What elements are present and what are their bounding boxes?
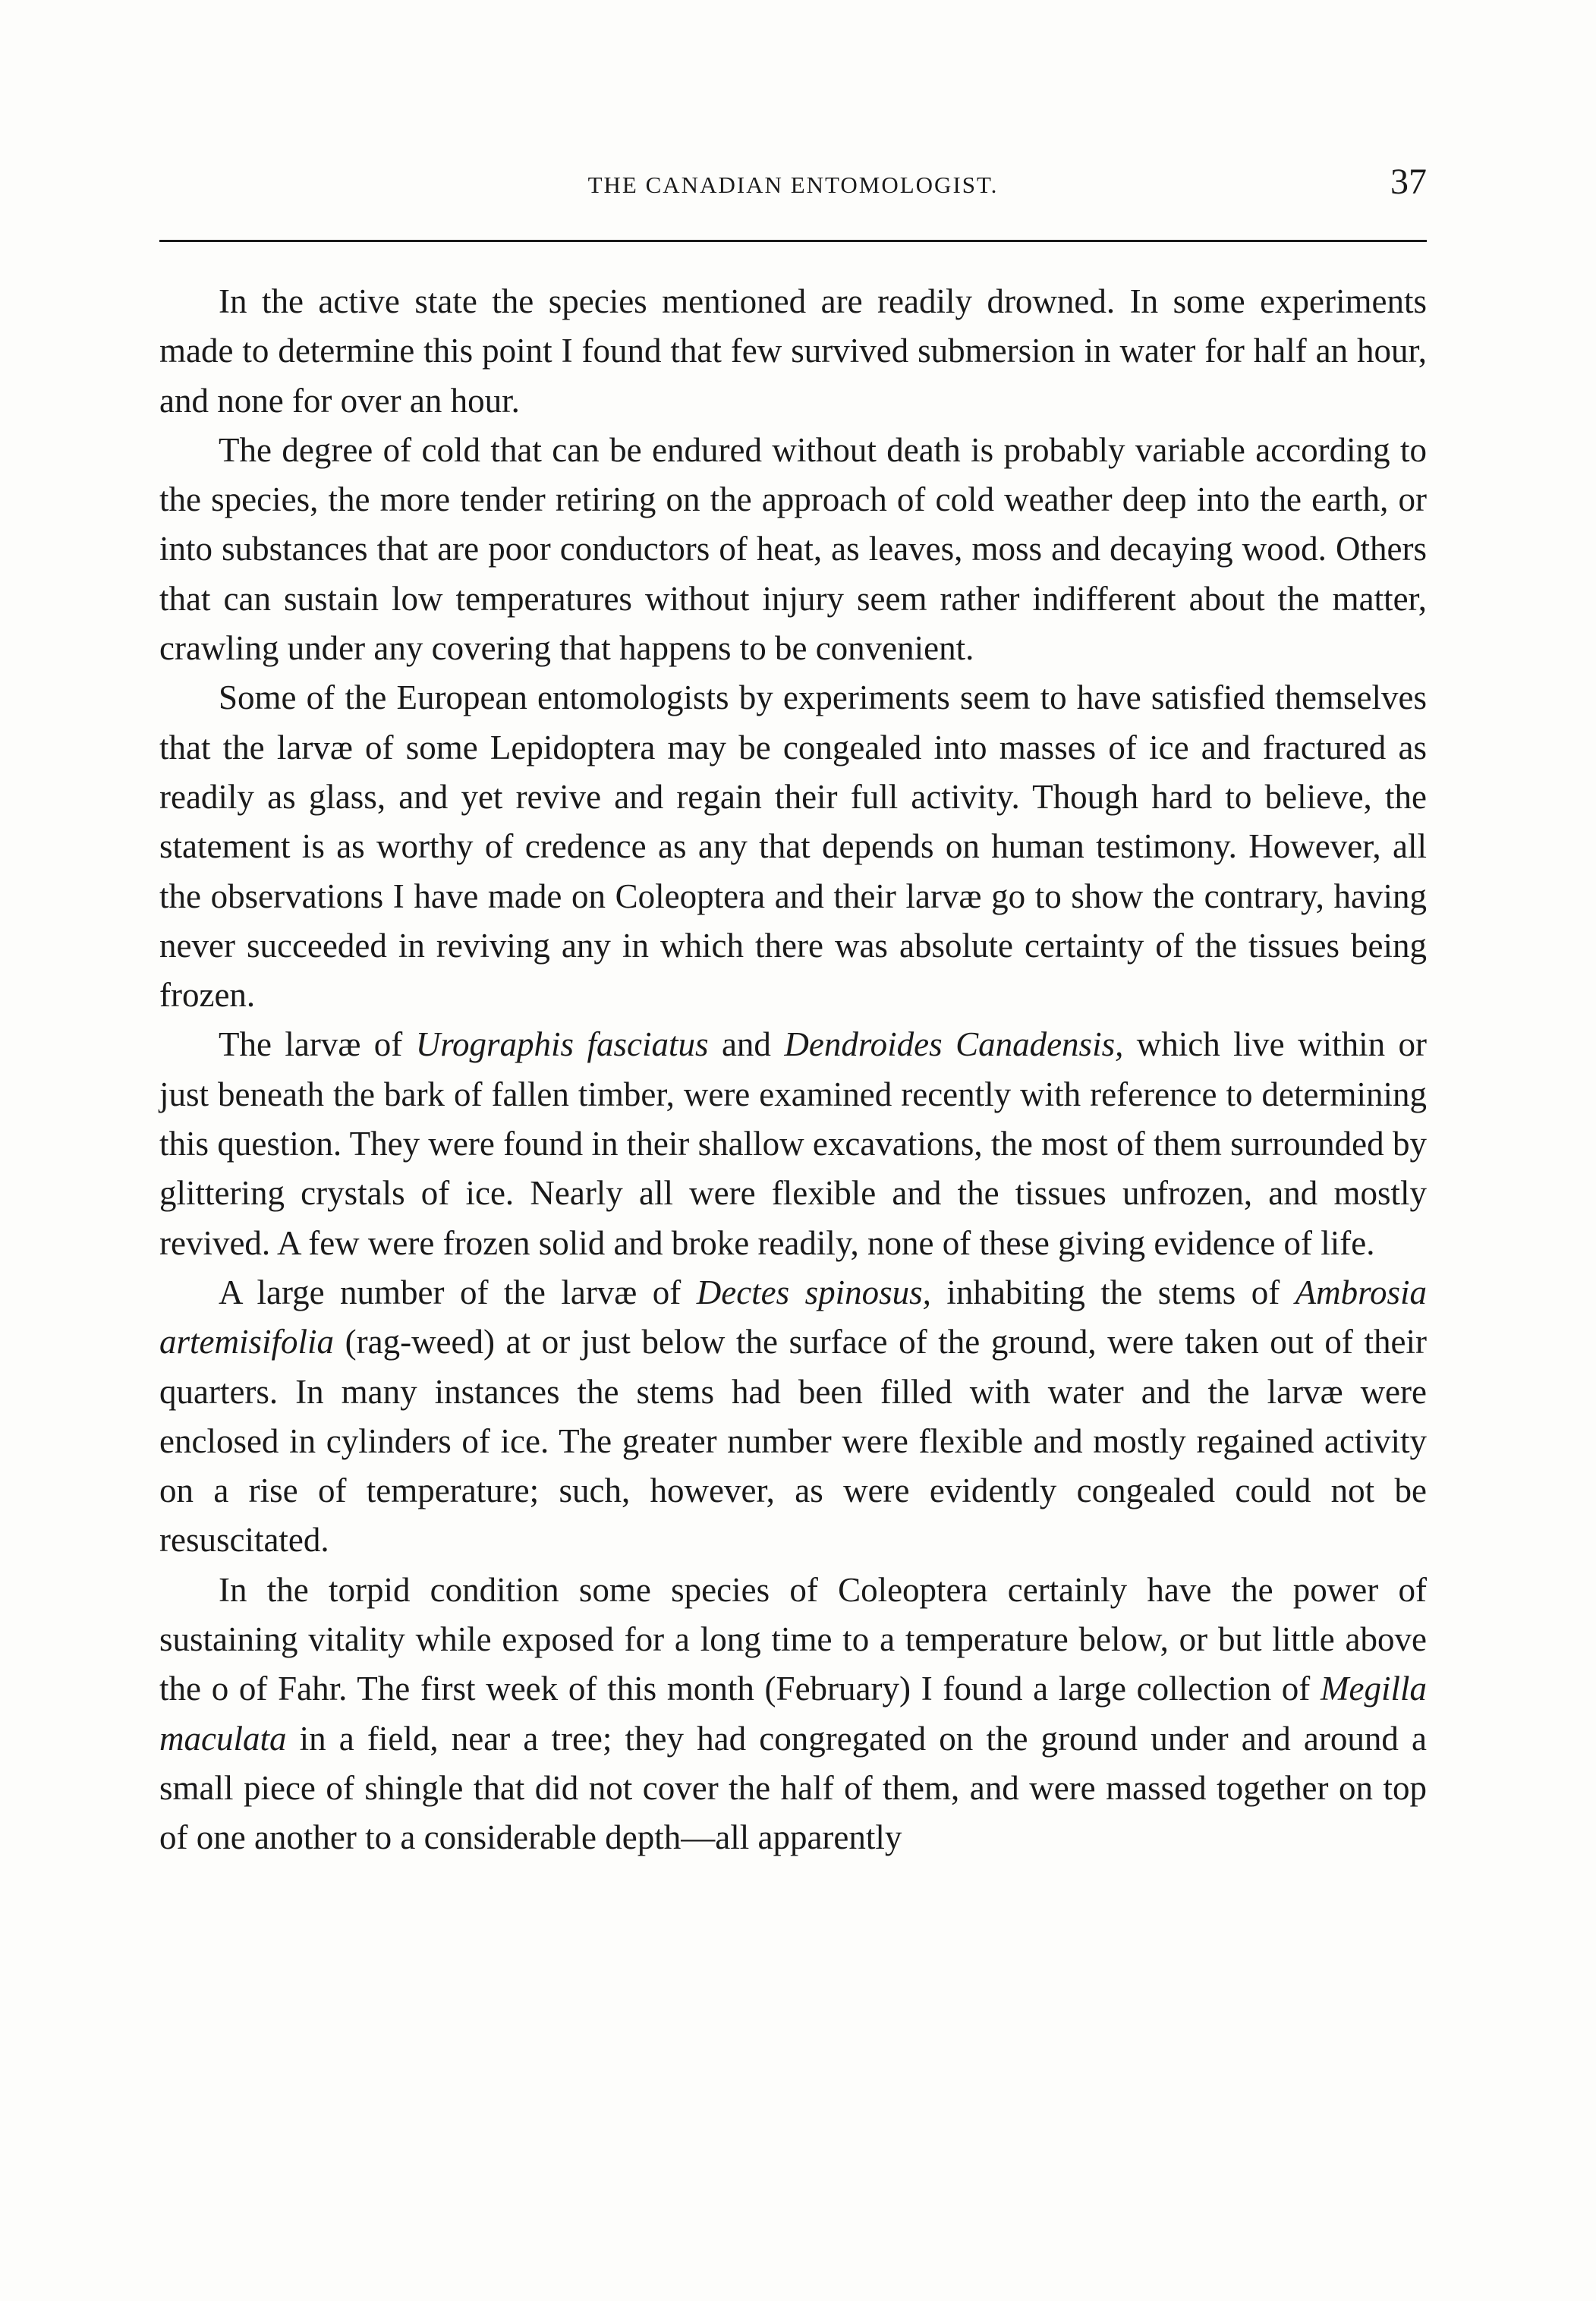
text-run: inhabiting the stems of	[930, 1273, 1295, 1311]
running-title: THE CANADIAN ENTOMOLOGIST.	[587, 172, 999, 198]
text-run: and	[708, 1025, 785, 1064]
paragraph	[159, 1268, 1427, 1566]
text-run: in a field, near a tree; they had congregated on the ground under and around a small piece of shingle that did not cover the half of them, and were massed together on top of one another to a considerable depth—all apparently	[159, 1719, 1427, 1857]
paragraph	[159, 1020, 1427, 1267]
page-number: 37	[1390, 162, 1427, 202]
paragraph	[159, 1566, 1427, 1863]
page-header	[159, 161, 1427, 214]
text-run: In the active state the species mentioned are readily drowned. In some experiments made to determine this point I found that few survived submersion in water for half an hour, and none for over an hour.	[159, 282, 1427, 420]
taxon-name: Dectes spinosus,	[696, 1273, 931, 1311]
taxon-name: Megilla maculata	[159, 1670, 1427, 1758]
paragraph	[159, 426, 1427, 673]
text-run: A large number of the larvæ of	[219, 1273, 697, 1311]
text-run: Some of the European entomologists by experiments seem to have satisfied themselves that the larvæ of some Lepidoptera may be congealed into masses of ice and fractured as readily as glass, and yet revive and regain their full activity. Though hard to believe, the statement is as worthy of credence as any that depends on human testimony. However, all the observations I have made on Coleoptera and their larvæ go to show the contrary, having never succeeded in reviving any in which there was absolute certainty of the tissues being frozen.	[159, 678, 1427, 1015]
paragraph	[159, 277, 1427, 426]
taxon-name: Urographis fasciatus	[415, 1025, 709, 1064]
text-run: (rag-weed) at or just below the surface of the ground, were taken out of their quarters. In many instances the stems had been filled with water and the larvæ were enclosed in cylinders of ice. The greater number were flexible and mostly regained activity on a rise of temperature; such, however, as were evidently congealed could not be resuscitated.	[159, 1323, 1427, 1560]
text-run: In the torpid condition some species of Coleoptera certainly have the power of sustaining vitality while exposed for a long time to a temperature below, or but little above the o of Fahr. The first week of this month (February) I found a large collection of	[159, 1570, 1427, 1708]
taxon-name: Dendroides Canadensis,	[784, 1025, 1124, 1064]
taxon-name: Ambrosia artemisifolia	[159, 1273, 1427, 1361]
article-body	[159, 277, 1427, 1863]
text-run: The larvæ of	[219, 1025, 416, 1064]
text-run: which live within or just beneath the bark of fallen timber, were examined recently with reference to determining this question. They were found in their shallow excavations, the most of them surrounded by glittering crystals of ice. Nearly all were flexible and the tissues unfrozen, and mostly revived. A few were frozen solid and broke readily, none of these giving evidence of life.	[159, 1025, 1427, 1262]
paragraph	[159, 673, 1427, 1020]
text-run: The degree of cold that can be endured without death is probably variable according to the species, the more tender retiring on the approach of cold weather deep into the earth, or into substances that are poor conductors of heat, as leaves, moss and decaying wood. Others that can sustain low temperatures without injury seem rather indifferent about the matter, crawling under any covering that happens to be convenient.	[159, 430, 1427, 668]
header-rule	[159, 240, 1427, 242]
